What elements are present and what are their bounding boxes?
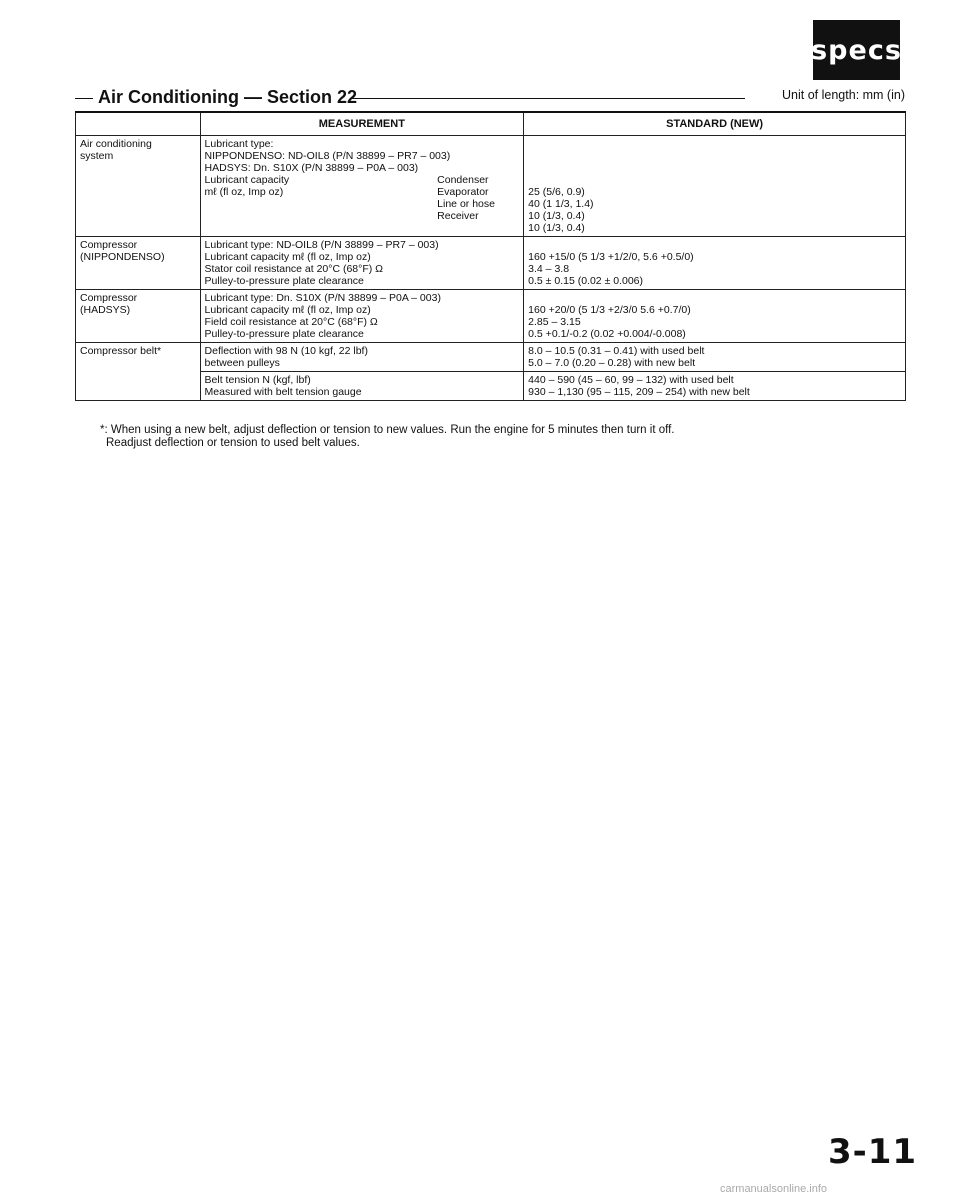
- standard-line: 2.85 – 3.15: [528, 316, 581, 328]
- table-header-row: [76, 112, 906, 136]
- table-row: [76, 372, 906, 401]
- measurement-cell: [200, 136, 524, 237]
- measurement-cell: [200, 372, 524, 401]
- item-line: (NIPPONDENSO): [80, 251, 165, 263]
- footnote-line: Readjust deflection or tension to used belt values.: [106, 437, 360, 449]
- standard-cell: [524, 372, 906, 401]
- measurement-line: HADSYS: Dn. S10X (P/N 38899 – P0A – 003): [204, 162, 419, 174]
- section-header: [75, 87, 905, 111]
- item-line: Compressor: [80, 239, 138, 251]
- standard-line: 0.5 ± 0.15 (0.02 ± 0.006): [528, 275, 644, 287]
- item-line: Compressor: [80, 292, 138, 304]
- measurement-line: Lubricant capacity mℓ (fl oz, Imp oz): [204, 251, 371, 263]
- page-number: 3-11: [828, 1132, 918, 1172]
- measurement-line: Lubricant capacity mℓ (fl oz, Imp oz): [204, 304, 371, 316]
- footnote: [100, 424, 675, 450]
- capacity-label: mℓ (fl oz, Imp oz): [204, 186, 284, 198]
- measurement-line: NIPPONDENSO: ND-OIL8 (P/N 38899 – PR7 – 003): [204, 150, 451, 162]
- measurement-line: Lubricant type: Dn. S10X (P/N 38899 – P0A – 003): [204, 292, 441, 304]
- standard-line: 3.4 – 3.8: [528, 263, 570, 275]
- item-cell: [76, 136, 201, 237]
- measurement-line: Pulley-to-pressure plate clearance: [204, 328, 364, 340]
- capacity-part: Evaporator: [437, 186, 489, 198]
- capacity-grid: [205, 174, 520, 222]
- header-standard: STANDARD (NEW): [524, 112, 906, 136]
- standard-cell: [524, 343, 906, 372]
- capacity-label: Lubricant capacity: [204, 174, 290, 186]
- item-line: Compressor belt*: [80, 345, 162, 357]
- item-cell: [76, 343, 201, 401]
- footnote-line: *: When using a new belt, adjust deflection or tension to new values. Run the engine for 5 minutes then turn it off.: [100, 424, 675, 436]
- standard-cell: [524, 290, 906, 343]
- standard-cell: [524, 237, 906, 290]
- standard-line: 930 – 1,130 (95 – 115, 209 – 254) with new belt: [528, 386, 750, 398]
- table-row: [76, 237, 906, 290]
- capacity-part: Condenser: [437, 174, 489, 186]
- title-rule: [351, 98, 745, 99]
- standard-line: 160 +15/0 (5 1/3 +1/2/0, 5.6 +0.5/0): [528, 251, 694, 263]
- watermark: carmanualsonline.info: [720, 1183, 828, 1195]
- header-measurement: MEASUREMENT: [200, 112, 524, 136]
- table-row: [76, 290, 906, 343]
- item-line: (HADSYS): [80, 304, 131, 316]
- measurement-cell: [200, 343, 524, 372]
- measurement-line: Belt tension N (kgf, lbf): [204, 374, 311, 386]
- standard-line: 8.0 – 10.5 (0.31 – 0.41) with used belt: [528, 345, 705, 357]
- measurement-line: Measured with belt tension gauge: [204, 386, 362, 398]
- specs-badge: [813, 20, 900, 80]
- measurement-line: Field coil resistance at 20°C (68°F) Ω: [204, 316, 378, 328]
- item-line: Air conditioning: [80, 138, 152, 150]
- standard-line: 40 (1 1/3, 1.4): [528, 198, 594, 210]
- standard-cell: [524, 136, 906, 237]
- page-title: Air Conditioning — Section 22: [98, 87, 363, 108]
- unit-note: Unit of length: mm (in): [782, 88, 905, 102]
- title-lead-rule: [75, 98, 93, 99]
- standard-line: 5.0 – 7.0 (0.20 – 0.28) with new belt: [528, 357, 696, 369]
- measurement-line: Lubricant type: ND-OIL8 (P/N 38899 – PR7 – 003): [204, 239, 439, 251]
- standard-line: 10 (1/3, 0.4): [528, 210, 585, 222]
- measurement-line: Lubricant type:: [204, 138, 274, 150]
- header-item-cell: [76, 112, 201, 136]
- capacity-part: Line or hose: [437, 198, 495, 210]
- standard-line: 440 – 590 (45 – 60, 99 – 132) with used belt: [528, 374, 734, 386]
- measurement-cell: [200, 290, 524, 343]
- standard-line: 25 (5/6, 0.9): [528, 186, 585, 198]
- measurement-line: between pulleys: [204, 357, 280, 369]
- measurement-line: Deflection with 98 N (10 kgf, 22 lbf): [204, 345, 368, 357]
- table-row: [76, 136, 906, 237]
- measurement-cell: [200, 237, 524, 290]
- specs-badge-label: specs: [811, 34, 902, 66]
- item-cell: [76, 237, 201, 290]
- item-cell: [76, 290, 201, 343]
- measurement-line: Stator coil resistance at 20°C (68°F) Ω: [204, 263, 384, 275]
- capacity-part: Receiver: [437, 210, 479, 222]
- standard-line: 160 +20/0 (5 1/3 +2/3/0 5.6 +0.7/0): [528, 304, 691, 316]
- table-row: [76, 343, 906, 372]
- standard-line: 0.5 +0.1/-0.2 (0.02 +0.004/-0.008): [528, 328, 686, 340]
- specs-table: [75, 111, 906, 401]
- measurement-line: Pulley-to-pressure plate clearance: [204, 275, 364, 287]
- item-line: system: [80, 150, 114, 162]
- standard-line: 10 (1/3, 0.4): [528, 222, 585, 234]
